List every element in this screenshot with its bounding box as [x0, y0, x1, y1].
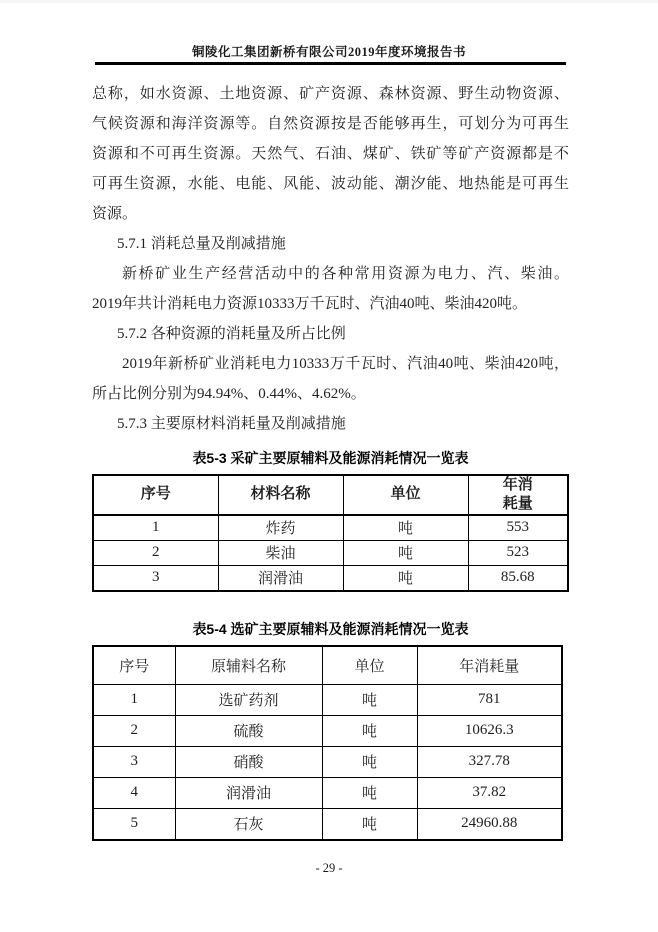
cell-unit: 吨 — [322, 777, 417, 808]
col-header-annual: 年消耗量 — [417, 646, 562, 685]
paragraph-line: 资源和不可再生资源。天然气、石油、煤矿、铁矿等矿产资源都是不 — [92, 146, 569, 162]
cell-unit: 吨 — [343, 515, 468, 541]
col-header-unit: 单位 — [322, 646, 417, 685]
col-header-annual-text: 年消耗量 — [502, 476, 533, 512]
cell-annual-value: 37.82 — [417, 777, 562, 808]
cell-unit: 吨 — [322, 715, 417, 746]
cell-material: 柴油 — [218, 540, 343, 565]
col-header-annual — [468, 475, 568, 515]
cell-unit: 吨 — [343, 565, 468, 591]
cell-no: 2 — [93, 715, 175, 746]
cell-unit: 吨 — [322, 746, 417, 777]
table-5-4-caption: 表5-4 选矿主要原辅料及能源消耗情况一览表 — [192, 620, 469, 637]
cell-material: 炸药 — [218, 515, 343, 541]
cell-material: 硝酸 — [175, 746, 322, 777]
table-row — [93, 808, 562, 840]
table-header-row — [93, 646, 562, 685]
cell-annual-value: 24960.88 — [417, 808, 562, 840]
table-row — [93, 565, 568, 591]
cell-no: 5 — [93, 808, 175, 840]
cell-material: 选矿药剂 — [175, 684, 322, 715]
cell-unit: 吨 — [322, 684, 417, 715]
cell-material: 润滑油 — [175, 777, 322, 808]
cell-no: 1 — [93, 684, 175, 715]
section-heading-573: 5.7.3 主要原材料消耗量及削减措施 — [117, 416, 346, 432]
table-row — [93, 777, 562, 808]
cell-annual-value: 553 — [468, 515, 568, 541]
cell-no: 1 — [93, 515, 218, 541]
paragraph-line: 总称，如水资源、土地资源、矿产资源、森林资源、野生动物资源、 — [92, 86, 569, 102]
cell-annual-value: 327.78 — [417, 746, 562, 777]
cell-material: 硫酸 — [175, 715, 322, 746]
header-rule — [95, 62, 566, 65]
beneficiation-consumption-table — [92, 645, 563, 841]
paragraph-line: 资源。 — [92, 206, 138, 222]
page-number: - 29 - — [315, 861, 343, 875]
table-row — [93, 540, 568, 565]
cell-material: 润滑油 — [218, 565, 343, 591]
paragraph-line: 2019年共计消耗电力资源10333万千瓦时、汽油40吨、柴油420吨。 — [92, 296, 528, 312]
table-row — [93, 684, 562, 715]
section-heading-572: 5.7.2 各种资源的消耗量及所占比例 — [117, 326, 346, 342]
table-header-row — [93, 475, 568, 515]
cell-unit: 吨 — [322, 808, 417, 840]
paragraph-line: 可再生资源，水能、电能、风能、波动能、潮汐能、地热能是可再生 — [92, 176, 569, 192]
cell-no: 3 — [93, 746, 175, 777]
table-row — [93, 715, 562, 746]
cell-annual-value: 523 — [468, 540, 568, 565]
col-header-material: 原辅料名称 — [175, 646, 322, 685]
cell-annual-value: 85.68 — [468, 565, 568, 591]
cell-no: 2 — [93, 540, 218, 565]
table-5-3-caption: 表5-3 采矿主要原辅料及能源消耗情况一览表 — [192, 450, 469, 466]
cell-no: 4 — [93, 777, 175, 808]
cell-no: 3 — [93, 565, 218, 591]
section-heading-571: 5.7.1 消耗总量及削减措施 — [117, 236, 286, 252]
cell-annual-value: 10626.3 — [417, 715, 562, 746]
paragraph-line: 所占比例分别为94.94%、0.44%、4.62%。 — [92, 386, 366, 402]
col-header-unit: 单位 — [343, 475, 468, 515]
table-row — [93, 515, 568, 541]
cell-material: 石灰 — [175, 808, 322, 840]
table-row — [93, 746, 562, 777]
paragraph-line: 新桥矿业生产经营活动中的各种常用资源为电力、汽、柴油。 — [122, 266, 569, 282]
col-header-no: 序号 — [93, 646, 175, 685]
mining-consumption-table — [92, 474, 569, 592]
page-content — [92, 79, 569, 841]
col-header-no: 序号 — [93, 475, 218, 515]
cell-annual-value: 781 — [417, 684, 562, 715]
report-header-title: 铜陵化工集团新桥有限公司2019年度环境报告书 — [191, 45, 466, 59]
col-header-material: 材料名称 — [218, 475, 343, 515]
page-top-edge — [0, 0, 658, 3]
cell-unit: 吨 — [343, 540, 468, 565]
paragraph-line: 2019年新桥矿业消耗电力10333万千瓦时、汽油40吨、柴油420吨， — [122, 356, 569, 372]
paragraph-line: 气候资源和海洋资源等。自然资源按是否能够再生，可划分为可再生 — [92, 116, 569, 132]
